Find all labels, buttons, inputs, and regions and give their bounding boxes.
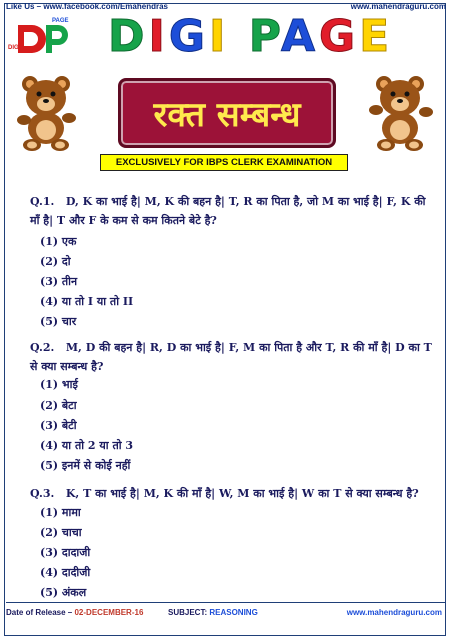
question-text-line1: K, T का भाई है| M, K की माँ है| W, M का भाई है| W का T से क्या सम्बन्ध है? (65, 487, 419, 500)
option: (4) या तो 2 या तो 3 (40, 439, 134, 452)
option: (4) या तो I या तो II (40, 295, 134, 308)
question-2 (30, 338, 438, 376)
date-label: Date of Release – (6, 608, 75, 617)
option: (1) एक (40, 235, 77, 248)
option: (3) बेटी (40, 419, 77, 432)
footer-website-link[interactable]: www.mahendraguru.com (346, 608, 442, 617)
question-number: Q.2. (30, 341, 55, 354)
brand-title: DIGI PAGE (108, 11, 394, 62)
option: (3) दादाजी (40, 546, 91, 559)
question-text-line1: D, K का भाई है| M, K की बहन है| T, R का पिता है, जो M का भाई है| F, K की (65, 195, 426, 208)
logo-caption: DIGI (8, 45, 21, 51)
facebook-link[interactable]: Like Us – www.facebook.com/Emahendras (6, 2, 168, 11)
question-text-line2: माँ है| T और F के कम से कम कितने बेटे है? (30, 214, 217, 227)
date-value: 02-DECEMBER-16 (74, 608, 144, 617)
digi-logo-icon (12, 15, 76, 59)
svg-text:PAGE: PAGE (52, 18, 69, 24)
option: (1) भाई (40, 378, 78, 391)
option: (5) इनमें से कोई नहीं (40, 459, 131, 472)
subject-label: SUBJECT: (168, 608, 210, 617)
option: (5) अंकल (40, 586, 87, 599)
option: (2) चाचा (40, 526, 82, 539)
option: (3) तीन (40, 275, 78, 288)
question-number: Q.3. (30, 487, 55, 500)
chapter-title: रक्त सम्बन्ध (118, 78, 336, 148)
subject-value: REASONING (209, 608, 258, 617)
teddy-bear-icon (12, 72, 84, 152)
exam-banner: EXCLUSIVELY FOR IBPS CLERK EXAMINATION (100, 154, 348, 171)
question-1 (30, 192, 438, 230)
question-3 (30, 484, 438, 503)
question-text-line1: M, D की बहन है| R, D का भाई है| F, M का पिता है और T, R की माँ है| D का T (65, 341, 432, 354)
footer (6, 608, 446, 620)
option: (2) बेटा (40, 399, 77, 412)
question-number: Q.1. (30, 195, 55, 208)
website-link[interactable]: www.mahendraguru.com (350, 2, 446, 11)
option: (1) मामा (40, 506, 81, 519)
question-text-line2: से क्या सम्बन्ध है? (30, 360, 104, 373)
option: (5) चार (40, 315, 77, 328)
release-date (6, 608, 143, 617)
option: (2) दो (40, 255, 71, 268)
footer-divider (6, 602, 446, 603)
teddy-bear-icon (366, 72, 438, 152)
subject (168, 608, 258, 617)
option: (4) दादीजी (40, 566, 91, 579)
